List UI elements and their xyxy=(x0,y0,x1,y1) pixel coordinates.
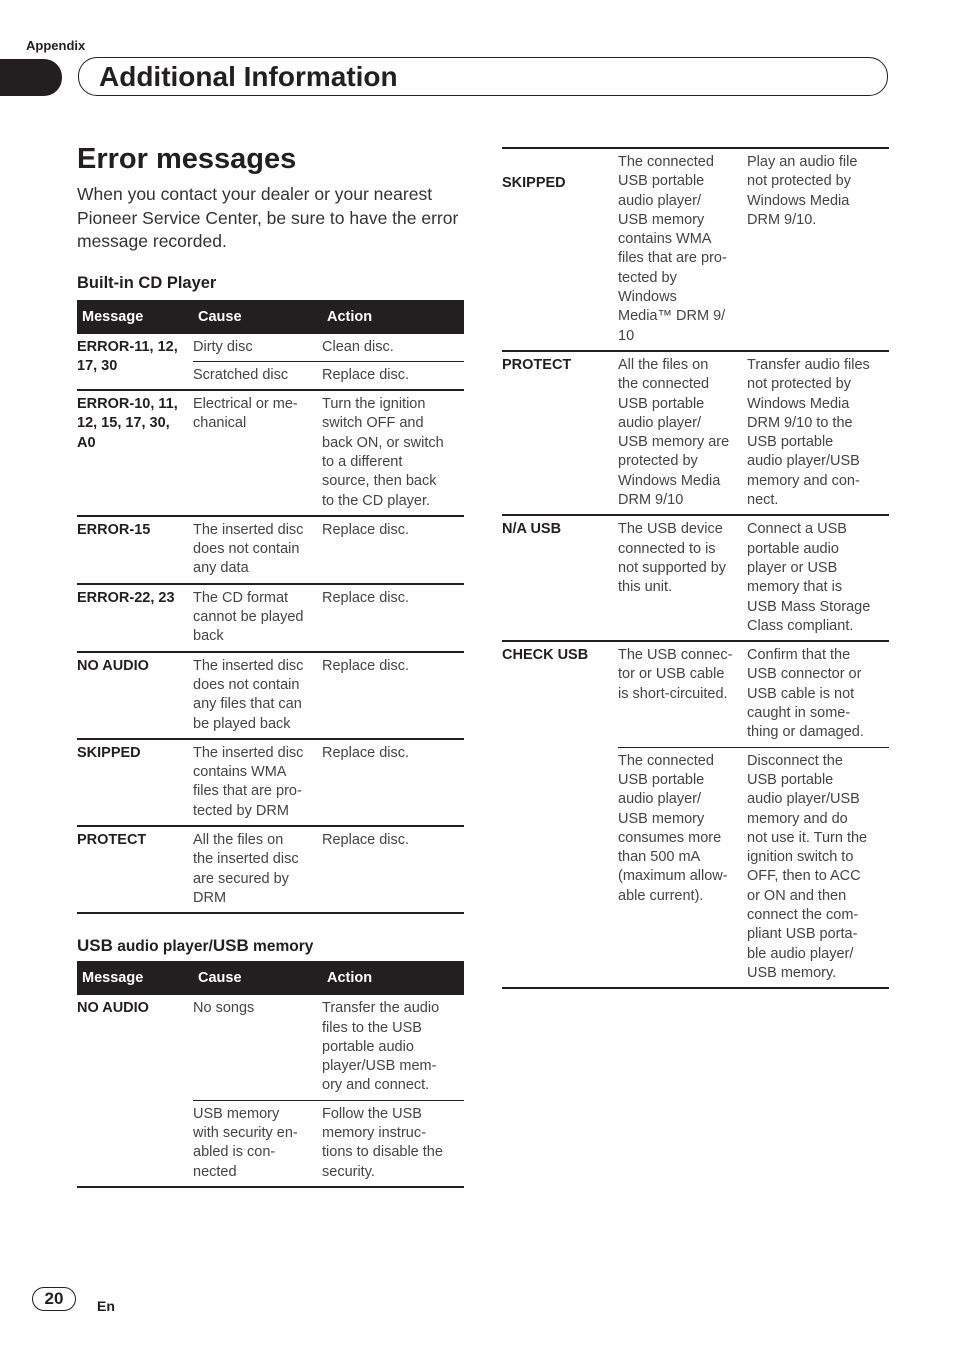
action-cell: Follow the USB memory instruc- tions to disable the security. xyxy=(322,1100,464,1187)
cd-error-table xyxy=(77,300,464,915)
cause-cell: All the files on the inserted disc are secured by DRM xyxy=(193,826,322,913)
table-row xyxy=(77,739,464,826)
table-row xyxy=(77,390,464,516)
message-cell: SKIPPED xyxy=(502,148,618,351)
cd-player-heading: Built-in CD Player xyxy=(77,273,217,292)
action-cell: Clean disc. xyxy=(322,334,464,362)
action-cell: Replace disc. xyxy=(322,361,464,390)
cause-cell: Electrical or me- chanical xyxy=(193,390,322,516)
page-title: Error messages xyxy=(77,143,297,175)
usb-heading-part: USB xyxy=(77,936,113,956)
usb-error-table xyxy=(77,961,464,1188)
table-row xyxy=(502,351,889,515)
cause-cell: The CD format cannot be played back xyxy=(193,584,322,652)
usb-error-table-continued xyxy=(502,147,889,989)
cause-cell: The inserted disc does not contain any data xyxy=(193,516,322,584)
table-row xyxy=(502,515,889,641)
message-cell: NO AUDIO xyxy=(77,652,193,739)
section-tab-marker xyxy=(0,59,62,96)
table-row xyxy=(502,148,889,351)
table-header-row xyxy=(77,300,464,334)
message-cell: N/A USB xyxy=(502,515,618,641)
table-header-row xyxy=(77,961,464,995)
action-cell: Confirm that the USB connector or USB cable is not caught in some- thing or damaged. xyxy=(747,641,889,747)
cause-cell: USB memory with security en- abled is con- nected xyxy=(193,1100,322,1187)
message-cell: ERROR-22, 23 xyxy=(77,584,193,652)
column-header-action: Action xyxy=(322,300,464,334)
action-cell: Connect a USB portable audio player or USB memory that is USB Mass Storage Class compliant. xyxy=(747,515,889,641)
message-cell: ERROR-11, 12, 17, 30 xyxy=(77,334,193,391)
message-cell: CHECK USB xyxy=(502,641,618,988)
intro-paragraph: When you contact your dealer or your nearest Pioneer Service Center, be sure to have the error message recorded. xyxy=(77,184,459,251)
cause-cell: All the files on the connected USB portable audio player/ USB memory are protected by Windows Media DRM 9/10 xyxy=(618,351,747,515)
usb-heading-part: USB xyxy=(212,936,249,956)
action-cell: Play an audio file not protected by Windows Media DRM 9/10. xyxy=(747,148,889,351)
section-title: Additional Information xyxy=(78,57,888,96)
cause-cell: Dirty disc xyxy=(193,334,322,362)
cause-cell: The inserted disc contains WMA files that are pro- tected by DRM xyxy=(193,739,322,826)
usb-heading-part: memory xyxy=(248,938,314,956)
table-row xyxy=(77,584,464,652)
action-cell: Transfer audio files not protected by Windows Media DRM 9/10 to the USB portable audio player/USB memory and con- nect. xyxy=(747,351,889,515)
table-row xyxy=(77,516,464,584)
message-cell: NO AUDIO xyxy=(77,995,193,1187)
language-code: En xyxy=(97,1298,115,1314)
left-column xyxy=(77,142,464,1188)
table-row xyxy=(77,995,464,1100)
message-cell: ERROR-10, 11, 12, 15, 17, 30, A0 xyxy=(77,390,193,516)
usb-heading-part: audio player/ xyxy=(112,938,213,956)
table-row xyxy=(77,826,464,913)
column-header-cause: Cause xyxy=(193,300,322,334)
action-cell: Transfer the audio files to the USB portable audio player/USB mem- ory and connect. xyxy=(322,995,464,1100)
cause-cell: No songs xyxy=(193,995,322,1100)
cause-cell: The inserted disc does not contain any files that can be played back xyxy=(193,652,322,739)
cause-cell: The USB connec- tor or USB cable is short-circuited. xyxy=(618,641,747,747)
right-column xyxy=(502,147,889,989)
table-row xyxy=(77,652,464,739)
appendix-label: Appendix xyxy=(26,38,86,53)
message-cell: PROTECT xyxy=(502,351,618,515)
usb-heading xyxy=(77,936,464,956)
column-header-action: Action xyxy=(322,961,464,995)
table-row xyxy=(77,334,464,362)
table-row xyxy=(502,641,889,747)
column-header-message: Message xyxy=(77,961,193,995)
action-cell: Replace disc. xyxy=(322,584,464,652)
action-cell: Turn the ignition switch OFF and back ON, or switch to a different source, then back to the CD player. xyxy=(322,390,464,516)
message-cell: SKIPPED xyxy=(77,739,193,826)
message-cell: PROTECT xyxy=(77,826,193,913)
column-header-cause: Cause xyxy=(193,961,322,995)
cause-cell: The connected USB portable audio player/ USB memory contains WMA files that are pro- tected by Windows Media™ DRM 9/ 10 xyxy=(618,148,747,351)
action-cell: Replace disc. xyxy=(322,739,464,826)
cause-cell: The connected USB portable audio player/ USB memory consumes more than 500 mA (maximum allow- able current). xyxy=(618,747,747,988)
cause-cell: Scratched disc xyxy=(193,361,322,390)
page-number: 20 xyxy=(32,1287,76,1311)
cause-cell: The USB device connected to is not supported by this unit. xyxy=(618,515,747,641)
column-header-message: Message xyxy=(77,300,193,334)
action-cell: Replace disc. xyxy=(322,516,464,584)
message-cell: ERROR-15 xyxy=(77,516,193,584)
action-cell: Disconnect the USB portable audio player/USB memory and do not use it. Turn the ignition switch to OFF, then to ACC or ON and then connect the com- pliant USB porta- ble audio player/ USB memory. xyxy=(747,747,889,988)
action-cell: Replace disc. xyxy=(322,826,464,913)
action-cell: Replace disc. xyxy=(322,652,464,739)
